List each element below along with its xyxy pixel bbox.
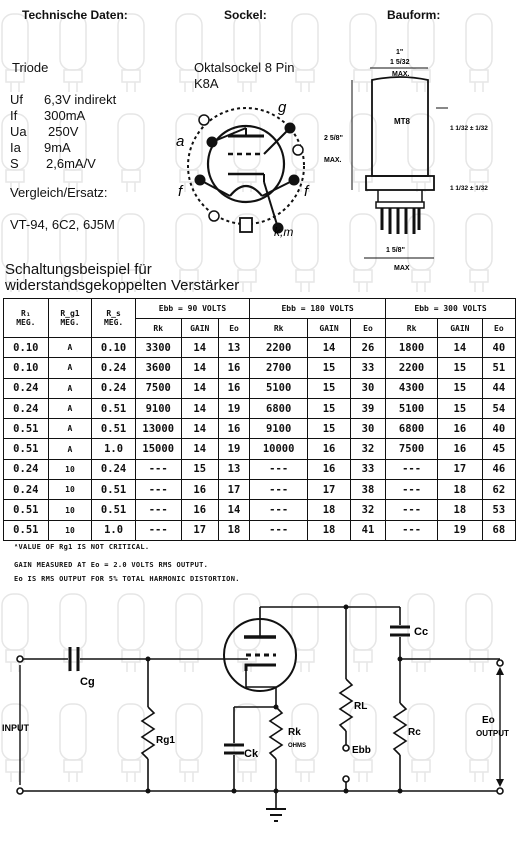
table-cell: 0.51 xyxy=(4,500,49,520)
table-cell: 3600 xyxy=(135,358,181,378)
spec-type: Triode xyxy=(12,60,49,75)
table-cell: 7500 xyxy=(135,378,181,398)
socket-code: K8A xyxy=(194,76,219,91)
table-cell: 54 xyxy=(482,398,515,418)
table-cell: 1.0 xyxy=(92,439,136,459)
table-cell: 10 xyxy=(48,459,92,479)
table-cell: 15 xyxy=(181,459,218,479)
table-cell: 16 xyxy=(181,480,218,500)
table-row xyxy=(4,459,516,479)
spec-if xyxy=(10,108,85,123)
tube-outline-drawing xyxy=(318,44,518,274)
table-row xyxy=(4,338,516,358)
table-cell: 16 xyxy=(218,378,249,398)
table-cell: 0.51 xyxy=(92,480,136,500)
footnote-1: ᴬVALUE OF Rg1 IS NOT CRITICAL. xyxy=(14,543,150,551)
spec-if-value: 300mA xyxy=(44,108,86,123)
table-cell: 2200 xyxy=(250,338,308,358)
table-cell: 16 xyxy=(218,419,249,439)
socket-diagram xyxy=(170,92,335,242)
table-cell: 16 xyxy=(181,500,218,520)
table-row xyxy=(4,520,516,540)
label-input: INPUT xyxy=(2,723,29,733)
pin-filament-right xyxy=(289,175,300,186)
table-cell: 46 xyxy=(482,459,515,479)
section-title-line-1: Schaltungsbeispiel für xyxy=(5,261,152,278)
table-cell: 2700 xyxy=(250,358,308,378)
table-cell: A xyxy=(48,439,92,459)
table-cell: 41 xyxy=(350,520,385,540)
header-form: Bauform: xyxy=(387,8,441,22)
table-cell: A xyxy=(48,419,92,439)
table-cell: 38 xyxy=(350,480,385,500)
label-ohms: OHMS xyxy=(288,743,306,749)
table-cell: 19 xyxy=(218,398,249,418)
table-cell: 40 xyxy=(482,419,515,439)
spec-uf-value: 6,3V indirekt xyxy=(44,92,117,107)
table-row xyxy=(4,500,516,520)
table-cell: --- xyxy=(250,520,308,540)
table-cell: 0.24 xyxy=(4,398,49,418)
table-cell: --- xyxy=(135,500,181,520)
table-row xyxy=(4,419,516,439)
table-cell: 17 xyxy=(181,520,218,540)
dim-top-max: MAX. xyxy=(392,71,410,78)
table-cell: 13000 xyxy=(135,419,181,439)
table-cell: --- xyxy=(386,500,438,520)
table-cell: A xyxy=(48,398,92,418)
table-cell: 17 xyxy=(218,480,249,500)
col-rg-unit: MEG. xyxy=(60,318,80,327)
table-cell: 44 xyxy=(482,378,515,398)
table-cell: 0.51 xyxy=(92,419,136,439)
table-cell: 62 xyxy=(482,480,515,500)
col-r1-unit: MEG. xyxy=(16,318,36,327)
sub-rk-180: Rk xyxy=(250,319,308,338)
table-cell: 10000 xyxy=(250,439,308,459)
table-cell: 45 xyxy=(482,439,515,459)
table-cell: 10 xyxy=(48,480,92,500)
dim-pins: 1 1/32 ± 1/32 xyxy=(450,185,488,192)
spec-s xyxy=(10,156,96,171)
table-cell: 0.51 xyxy=(4,419,49,439)
table-cell: 18 xyxy=(308,520,351,540)
section-title-line-2: widerstandsgekoppelten Verstärker xyxy=(5,277,240,294)
table-cell: 10 xyxy=(48,500,92,520)
table-cell: 14 xyxy=(181,398,218,418)
table-cell: 15 xyxy=(308,419,351,439)
table-cell: 14 xyxy=(181,419,218,439)
table-cell: 5100 xyxy=(386,398,438,418)
label-ebb: Ebb xyxy=(352,745,371,756)
pin-grid xyxy=(285,123,296,134)
pin-empty-3 xyxy=(293,145,303,155)
table-cell: 32 xyxy=(350,500,385,520)
sub-rk-300: Rk xyxy=(386,319,438,338)
sub-gain-300: GAIN xyxy=(438,319,483,338)
table-cell: A xyxy=(48,378,92,398)
sub-rk-90: Rk xyxy=(135,319,181,338)
table-cell: 0.24 xyxy=(4,378,49,398)
table-cell: 0.51 xyxy=(4,520,49,540)
table-cell: 18 xyxy=(218,520,249,540)
table-row xyxy=(4,480,516,500)
table-cell: 33 xyxy=(350,459,385,479)
table-body xyxy=(4,338,516,541)
table-cell: 3300 xyxy=(135,338,181,358)
table-cell: 0.24 xyxy=(92,459,136,479)
table-cell: 16 xyxy=(308,439,351,459)
table-cell: 0.24 xyxy=(92,358,136,378)
table-cell: 14 xyxy=(181,358,218,378)
pin-label-f-right: f xyxy=(304,183,309,200)
dim-bottom: 1 5/8" xyxy=(386,247,405,254)
pin-anode xyxy=(207,137,218,148)
table-cell: 16 xyxy=(438,439,483,459)
table-cell: 13 xyxy=(218,338,249,358)
sub-eo-180: Eo xyxy=(350,319,385,338)
table-cell: 0.51 xyxy=(92,398,136,418)
table-header-row-1 xyxy=(4,299,516,319)
table-cell: 14 xyxy=(438,338,483,358)
table-cell: 16 xyxy=(438,419,483,439)
socket-key xyxy=(240,218,252,232)
table-cell: 1800 xyxy=(386,338,438,358)
pin-label-a: a xyxy=(176,133,185,150)
table-cell: 13 xyxy=(218,459,249,479)
amplifier-schematic xyxy=(0,595,520,841)
table-cell: --- xyxy=(250,459,308,479)
table-cell: 14 xyxy=(181,378,218,398)
label-ck: Ck xyxy=(244,748,259,760)
table-cell: 0.24 xyxy=(92,378,136,398)
outline-label: MT8 xyxy=(394,117,410,126)
table-cell: 0.51 xyxy=(4,439,49,459)
table-cell: 18 xyxy=(438,500,483,520)
dim-shell: 1 1/32 ± 1/32 xyxy=(450,125,488,132)
table-cell: 40 xyxy=(482,338,515,358)
table-cell: --- xyxy=(135,459,181,479)
table-cell: A xyxy=(48,358,92,378)
table-cell: 18 xyxy=(438,480,483,500)
table-cell: 51 xyxy=(482,358,515,378)
col-rs-label: R_s xyxy=(106,309,121,318)
table-cell: 15 xyxy=(438,398,483,418)
table-cell: 4300 xyxy=(386,378,438,398)
spec-s-key: S xyxy=(10,156,19,171)
table-cell: 53 xyxy=(482,500,515,520)
table-cell: 18 xyxy=(308,500,351,520)
table-cell: 15 xyxy=(308,358,351,378)
label-rk: Rk xyxy=(288,727,301,738)
label-rl: RL xyxy=(354,701,368,712)
table-cell: 2200 xyxy=(386,358,438,378)
table-cell: 16 xyxy=(218,358,249,378)
pin-filament-left xyxy=(195,175,206,186)
table-cell: 14 xyxy=(218,500,249,520)
table-cell: 6800 xyxy=(386,419,438,439)
sub-gain-180: GAIN xyxy=(308,319,351,338)
table-cell: A xyxy=(48,338,92,358)
section-title xyxy=(5,262,239,294)
spec-ua-value: 250V xyxy=(48,124,79,139)
spec-vergleich-value: VT-94, 6C2, 6J5M xyxy=(10,217,115,232)
table-cell: 1.0 xyxy=(92,520,136,540)
spec-uf-key: Uf xyxy=(10,92,23,107)
label-cg: Cg xyxy=(80,676,95,688)
sub-gain-90: GAIN xyxy=(181,319,218,338)
table-cell: 32 xyxy=(350,439,385,459)
table-cell: 19 xyxy=(218,439,249,459)
table-cell: 14 xyxy=(181,439,218,459)
spec-vergleich-label: Vergleich/Ersatz: xyxy=(10,185,108,200)
dim-height-max: MAX. xyxy=(324,157,342,164)
group-180v: Ebb = 180 VOLTS xyxy=(250,299,386,319)
table-cell: 7500 xyxy=(386,439,438,459)
table-cell: 9100 xyxy=(135,398,181,418)
table-cell: 39 xyxy=(350,398,385,418)
table-cell: 15 xyxy=(438,358,483,378)
group-300v: Ebb = 300 VOLTS xyxy=(386,299,516,319)
spec-if-key: If xyxy=(10,108,18,123)
table-cell: --- xyxy=(135,480,181,500)
table-cell: 17 xyxy=(438,459,483,479)
table-cell: 15 xyxy=(438,378,483,398)
spec-s-value: 2,6mA/V xyxy=(46,156,96,171)
table-cell: --- xyxy=(386,459,438,479)
table-cell: 9100 xyxy=(250,419,308,439)
table-cell: --- xyxy=(135,520,181,540)
table-cell: 16 xyxy=(308,459,351,479)
spec-ua xyxy=(10,124,78,139)
label-rg: Rg1 xyxy=(156,735,175,746)
label-rc: Rc xyxy=(408,727,421,738)
table-row xyxy=(4,378,516,398)
table-cell: 14 xyxy=(181,338,218,358)
pin-label-km: k,m xyxy=(274,225,294,239)
table-cell: 0.10 xyxy=(4,338,49,358)
pin-empty-1 xyxy=(209,211,219,221)
table-cell: 30 xyxy=(350,419,385,439)
table-cell: 30 xyxy=(350,378,385,398)
table-cell: 5100 xyxy=(250,378,308,398)
col-r1 xyxy=(4,299,49,338)
table-cell: 10 xyxy=(48,520,92,540)
table-cell: 33 xyxy=(350,358,385,378)
pin-label-f-left: f xyxy=(178,183,183,200)
table-cell: --- xyxy=(386,480,438,500)
table-row xyxy=(4,398,516,418)
header-socket: Sockel: xyxy=(224,8,267,22)
dim-bottom-max: MAX xyxy=(394,265,410,272)
table-cell: 15 xyxy=(308,398,351,418)
socket-name: Oktalsockel 8 Pin xyxy=(194,60,295,75)
col-r1-label: R₁ xyxy=(21,309,31,318)
label-eo: Eo xyxy=(482,715,495,726)
dim-top: 1" xyxy=(396,49,404,56)
col-rs xyxy=(92,299,136,338)
header-technical-data: Technische Daten: xyxy=(22,8,128,22)
group-90v: Ebb = 90 VOLTS xyxy=(135,299,249,319)
table-cell: 15000 xyxy=(135,439,181,459)
sub-eo-90: Eo xyxy=(218,319,249,338)
table-cell: 68 xyxy=(482,520,515,540)
table-cell: 0.24 xyxy=(4,459,49,479)
table-cell: 17 xyxy=(308,480,351,500)
table-cell: 0.24 xyxy=(4,480,49,500)
table-cell: 6800 xyxy=(250,398,308,418)
dim-height: 2 5/8" xyxy=(324,135,343,142)
amplifier-data-table xyxy=(3,298,516,541)
table-cell: 0.10 xyxy=(92,338,136,358)
table-cell: 0.10 xyxy=(4,358,49,378)
col-rg xyxy=(48,299,92,338)
label-cc: Cc xyxy=(414,626,429,638)
spec-uf xyxy=(10,92,116,107)
dim-top-frac: 1 5/32 xyxy=(390,59,410,66)
spec-ia-key: Ia xyxy=(10,140,21,155)
col-rg-label: R_g1 xyxy=(60,309,80,318)
table-cell: --- xyxy=(386,520,438,540)
footnote-2: GAIN MEASURED AT Eo = 2.0 VOLTS RMS OUTPUT. xyxy=(14,561,209,569)
sub-eo-300: Eo xyxy=(482,319,515,338)
pin-label-g: g xyxy=(278,99,287,116)
col-rs-unit: MEG. xyxy=(103,318,124,327)
table-cell: 14 xyxy=(308,338,351,358)
label-output: OUTPUT xyxy=(476,729,509,738)
table-row xyxy=(4,358,516,378)
spec-ia xyxy=(10,140,71,155)
footnote-3: Eo IS RMS OUTPUT FOR 5% TOTAL HARMONIC DISTORTION. xyxy=(14,575,240,583)
table-cell: 26 xyxy=(350,338,385,358)
table-cell: --- xyxy=(250,480,308,500)
spec-ua-key: Ua xyxy=(10,124,27,139)
table-cell: 19 xyxy=(438,520,483,540)
table-row xyxy=(4,439,516,459)
table-cell: 0.51 xyxy=(92,500,136,520)
pin-empty-2 xyxy=(199,115,209,125)
table-cell: --- xyxy=(250,500,308,520)
spec-ia-value: 9mA xyxy=(44,140,71,155)
table-cell: 15 xyxy=(308,378,351,398)
